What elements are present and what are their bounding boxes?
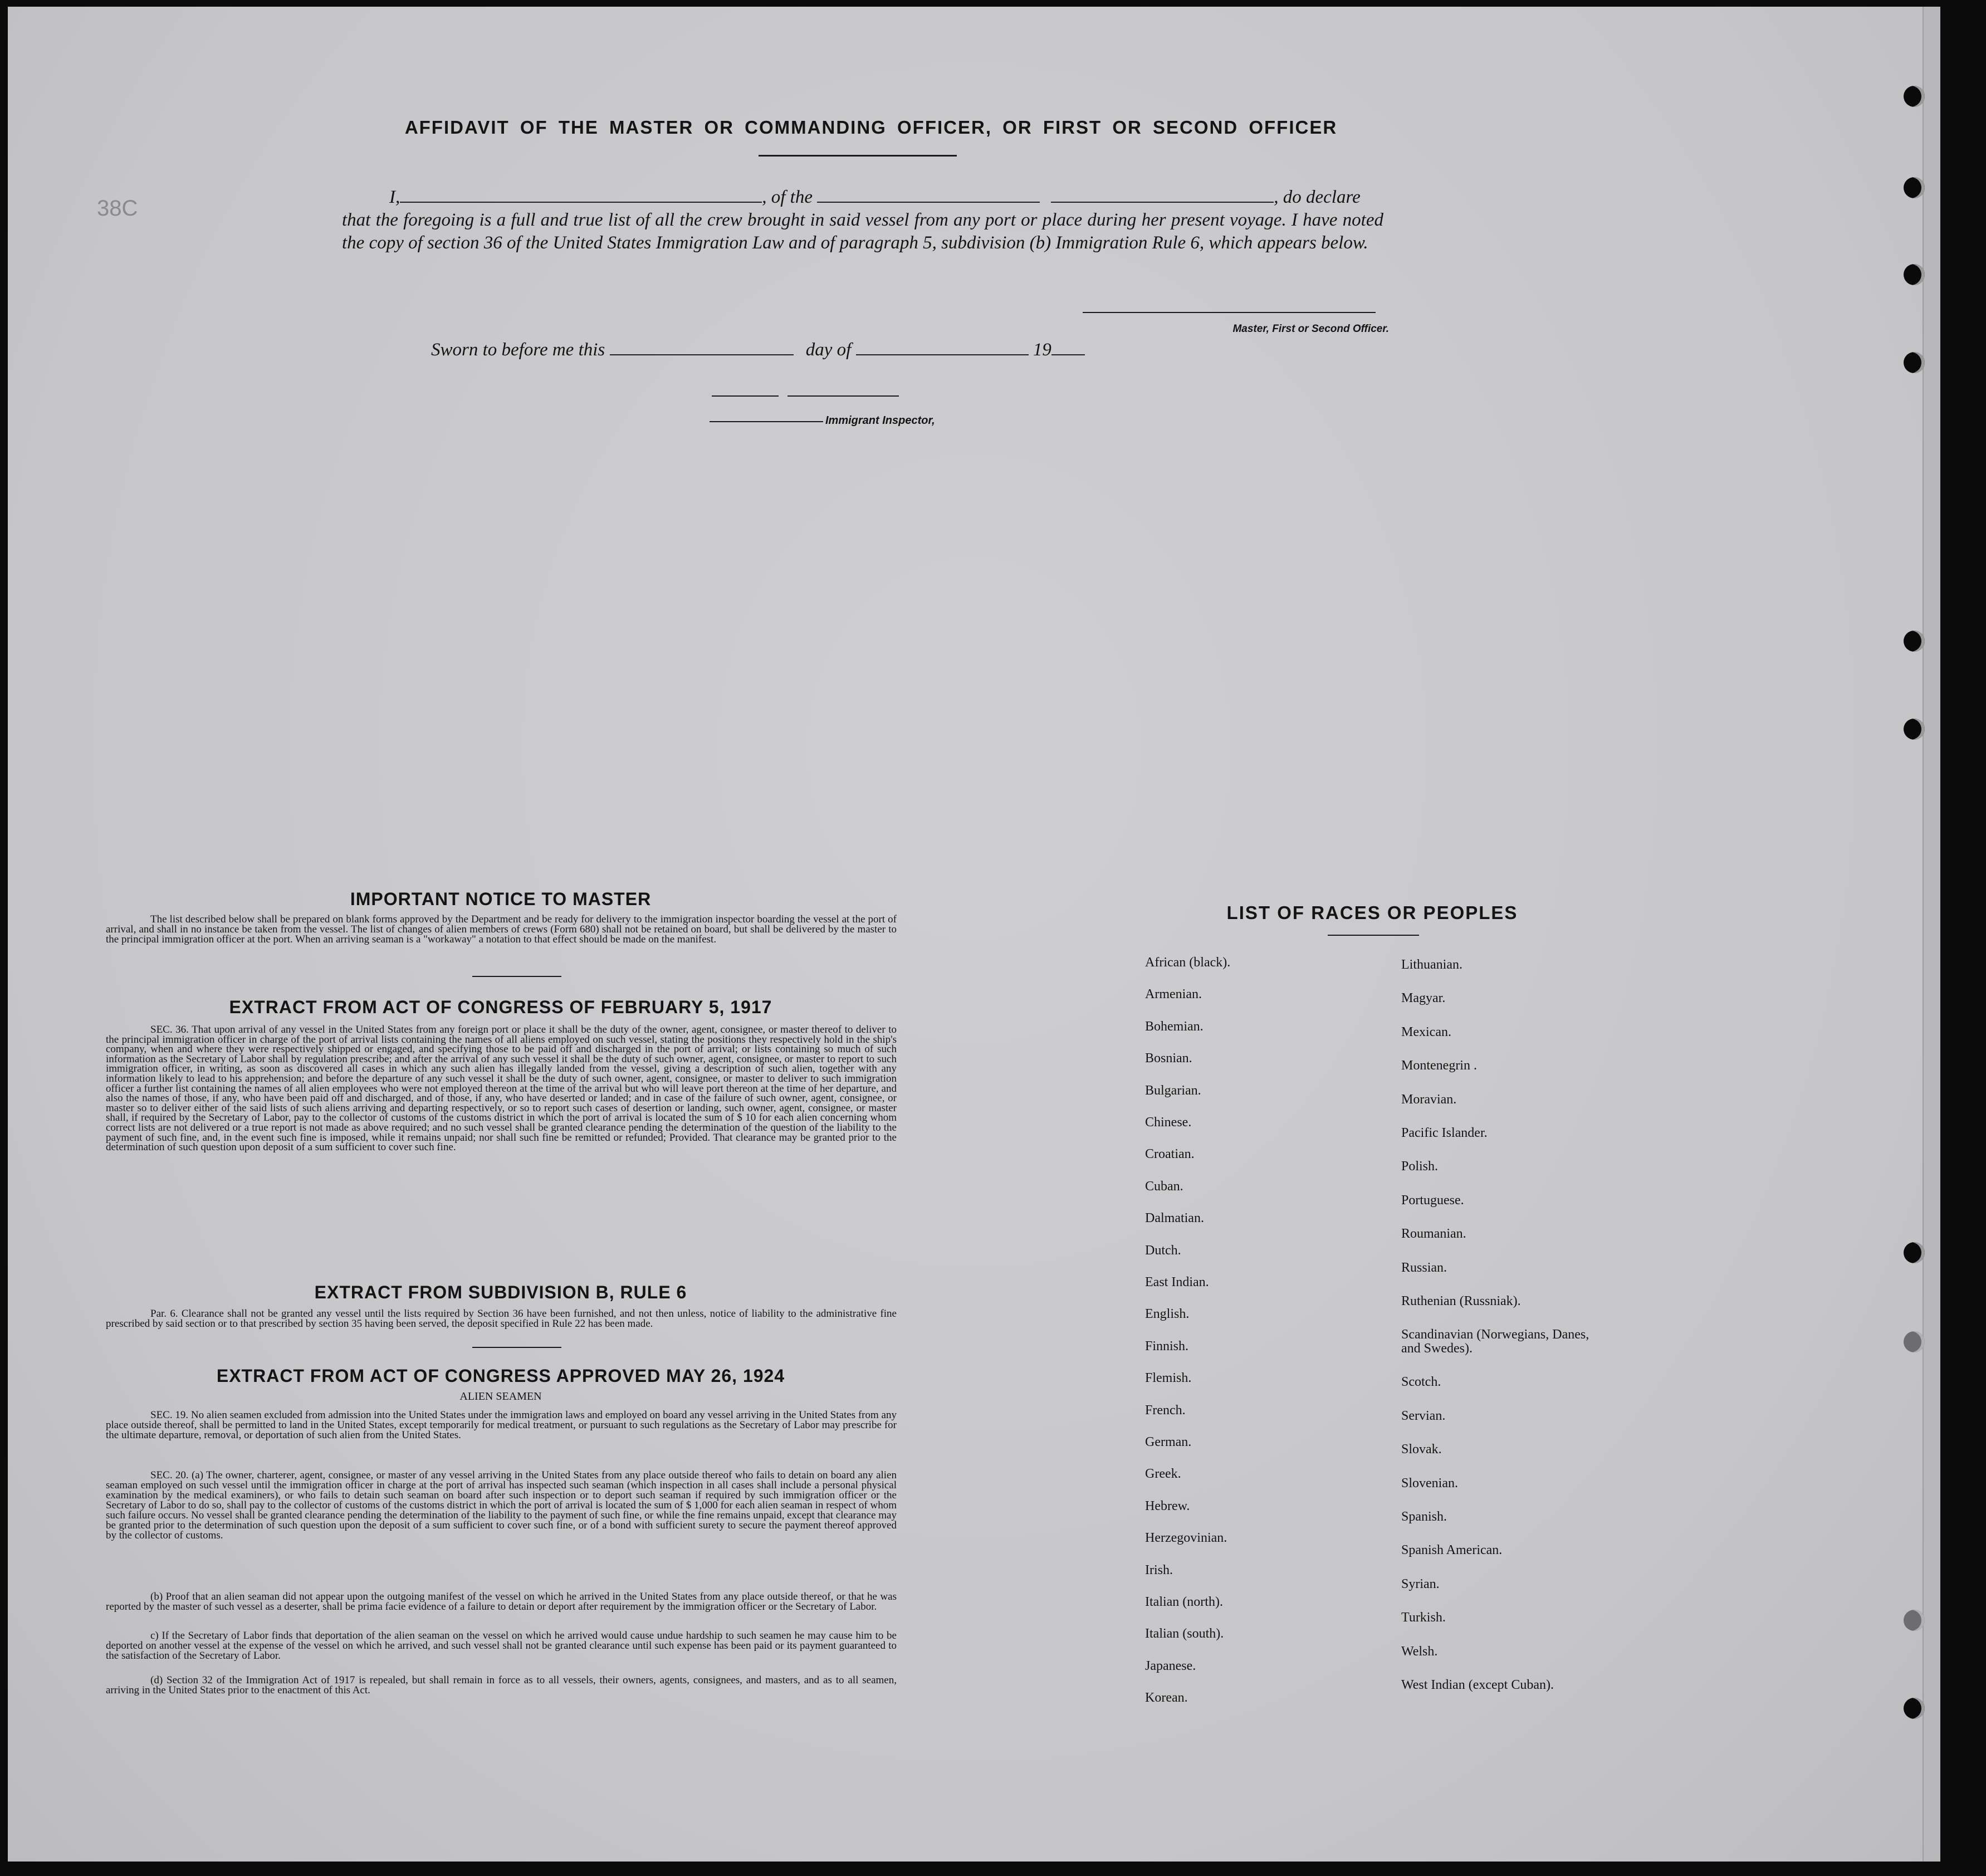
inspector-line-b xyxy=(787,395,899,397)
race-item: Bohemian. xyxy=(1145,1019,1204,1034)
extract-1917-title: EXTRACT FROM ACT OF CONGRESS OF FEBRUARY 5, 1917 xyxy=(229,997,772,1017)
inspector-line-c xyxy=(710,421,823,422)
race-item: Spanish. xyxy=(1401,1509,1447,1524)
sworn-year: 19 xyxy=(1033,340,1051,360)
sec20b-text: (b) Proof that an alien seaman did not appear upon the outgoing manifest of the vessel on which he arrived in the United States from any place outside thereof, or that he was reported by the master of such vessel as a deserter, shall be prima facie evidence of a failure to detain or deport after requirement by the immigration officer or the Secretary of Labor. xyxy=(106,1591,897,1613)
races-title: LIST OF RACES OR PEOPLES xyxy=(1226,902,1518,923)
race-item: Lithuanian. xyxy=(1401,957,1462,972)
race-item: Croatian. xyxy=(1145,1147,1195,1162)
punch-hole-icon xyxy=(1904,1610,1925,1631)
punch-hole-icon xyxy=(1904,631,1925,652)
extract-1924-title: EXTRACT FROM ACT OF CONGRESS APPROVED MAY 26, 1924 xyxy=(216,1366,785,1386)
race-item: German. xyxy=(1145,1435,1192,1449)
race-item: Turkish. xyxy=(1401,1610,1446,1625)
race-item: Armenian. xyxy=(1145,987,1202,1002)
race-item: Korean. xyxy=(1145,1691,1188,1706)
sworn-line xyxy=(431,340,1085,360)
race-item: Polish. xyxy=(1401,1159,1439,1174)
punch-hole-icon xyxy=(1904,352,1925,373)
race-item: Hebrew. xyxy=(1145,1498,1190,1513)
sec20d-text: (d) Section 32 of the Immigration Act of 1917 is repealed, but shall remain in force as to all vessels, their owners, agents, consignees, and masters, and as to all seamen, arriving in the United States prior to the enactment of this Act. xyxy=(106,1674,897,1696)
affidavit-i: I, xyxy=(389,187,400,207)
signature-label: Master, First or Second Officer. xyxy=(1232,323,1389,335)
document-page xyxy=(8,7,1940,1862)
affidavit-body xyxy=(342,186,1383,255)
punch-hole-icon xyxy=(1904,719,1925,740)
inspector-line-a xyxy=(712,395,779,397)
race-item: Mexican. xyxy=(1401,1024,1451,1039)
race-item: Scotch. xyxy=(1401,1375,1441,1390)
vessel-blank xyxy=(817,201,1040,203)
race-item: Ruthenian (Russniak). xyxy=(1401,1294,1521,1308)
notice-rule xyxy=(472,976,561,977)
sworn-prefix: Sworn to before me this xyxy=(431,340,605,360)
race-item: Japanese. xyxy=(1145,1658,1196,1673)
punch-hole-icon xyxy=(1904,1698,1925,1719)
race-item: English. xyxy=(1145,1307,1190,1322)
race-item: Flemish. xyxy=(1145,1371,1192,1386)
name-blank xyxy=(400,201,762,203)
race-item: Slovenian. xyxy=(1401,1476,1458,1491)
race-item: Italian (south). xyxy=(1145,1626,1224,1642)
extract-1924-subtitle: ALIEN SEAMEN xyxy=(459,1390,542,1403)
race-item: Syrian. xyxy=(1401,1576,1440,1591)
race-item: Spanish American. xyxy=(1401,1543,1503,1558)
extract-rule6-text: Par. 6. Clearance shall not be granted any vessel until the lists required by Section 36 have been furnished, and not then unless, notice of liability to the administrative fine prescribed by said section or to that prescribed by section 35 having been served, the deposit specified in Rule 22 has been made. xyxy=(106,1308,897,1330)
race-item: Chinese. xyxy=(1145,1115,1192,1130)
punch-hole-icon xyxy=(1904,1331,1925,1352)
race-item: Finnish. xyxy=(1145,1338,1189,1354)
sworn-year-blank xyxy=(1051,354,1085,355)
affidavit-of-the: , of the xyxy=(762,187,813,207)
sworn-day-of: day of xyxy=(805,340,852,360)
race-item: Russian. xyxy=(1401,1260,1447,1275)
sworn-day-blank xyxy=(610,354,794,355)
page-edge xyxy=(1923,7,1940,1862)
sworn-month-blank xyxy=(856,354,1029,355)
affidavit-title: AFFIDAVIT OF THE MASTER OR COMMANDING OFFICER, OR FIRST OR SECOND OFFICER xyxy=(404,117,1338,138)
race-item: Portuguese. xyxy=(1401,1193,1464,1208)
punch-hole-icon xyxy=(1904,264,1925,285)
race-item: Herzegovinian. xyxy=(1145,1531,1227,1546)
affidavit-do-declare: , do declare xyxy=(1274,187,1361,207)
race-item: Montenegrin . xyxy=(1401,1058,1477,1073)
punch-hole-icon xyxy=(1904,177,1925,198)
rule6-rule xyxy=(472,1347,561,1348)
notice-text: The list described below shall be prepared on blank forms approved by the Department and be ready for delivery to the immigration inspector boarding the vessel at the port of arrival, and shall in no instance be taken from the vessel. The list of changes of alien members of crews (Form 680) shall not be retained on board, but shall be delivered by the master to the principal immigration officer at the port. When an arriving seaman is a "workaway" a notation to that effect should be made on the manifest. xyxy=(106,913,897,945)
extract-rule6-title: EXTRACT FROM SUBDIVISION B, RULE 6 xyxy=(314,1282,687,1302)
race-item: Magyar. xyxy=(1401,991,1446,1006)
race-item: Slovak. xyxy=(1401,1442,1442,1457)
race-item: Servian. xyxy=(1401,1408,1446,1423)
race-item: Bulgarian. xyxy=(1145,1083,1201,1098)
race-item: Irish. xyxy=(1145,1562,1173,1577)
race-item: East Indian. xyxy=(1145,1275,1209,1289)
race-item: Italian (north). xyxy=(1145,1595,1223,1609)
race-item: Bosnian. xyxy=(1145,1051,1192,1066)
race-item: Dutch. xyxy=(1145,1243,1181,1258)
race-item: West Indian (except Cuban). xyxy=(1401,1678,1554,1692)
affidavit-text: that the foregoing is a full and true list of all the crew brought in said vessel from any port or place during her present voyage. I have noted the copy of section 36 of the United States Immigration Law and of paragraph 5, subdivision (b) Immigration Rule 6, which appears below. xyxy=(342,210,1383,253)
race-item: French. xyxy=(1145,1403,1186,1418)
race-item: Moravian. xyxy=(1401,1092,1457,1107)
signature-line xyxy=(1083,312,1376,313)
title-rule xyxy=(759,155,957,157)
race-item: African (black). xyxy=(1145,955,1231,970)
punch-hole-icon xyxy=(1904,1242,1925,1263)
sec19-text: SEC. 19. No alien seamen excluded from admission into the United States under the immigration laws and employed on board any vessel arriving in the United States from any place outside thereof, shall be permitted to land in the United States, except temporarily for medical treatment, or pursuant to such regulations as the Secretary of Labor may prescribe for the ultimate departure, removal, or deportation of such alien from the United States. xyxy=(106,1409,897,1441)
race-item: Roumanian. xyxy=(1401,1227,1466,1242)
race-item: Greek. xyxy=(1145,1467,1181,1482)
sec20c-text: c) If the Secretary of Labor finds that deportation of the alien seaman on the vessel on which he arrived would cause undue hardship to such seamen he may cause him to be deported on another vessel at the expense of the vessel on which he arrived, and such vessel shall not be granted clearance until such expense has been paid or its payment guaranteed to the satisfaction of the Secretary of Labor. xyxy=(106,1630,897,1662)
margin-stamp: 38C xyxy=(97,196,138,221)
extract-1917-text: SEC. 36. That upon arrival of any vessel in the United States from any foreign port or place it shall be the duty of the owner, agent, consignee, or master thereof to deliver to the principal immigration officer in charge of the port of arrival lists containing the names of all aliens employed on such vessel, stating the positions they respectively hold in the ship's company, when and where they were respectively shipped or engaged, and specifying those to be paid off and discharged in the port of arrival; or lists containing so much of such information as the Secretary of Labor shall by regulation prescribe; and after the arrival of any such vessel it shall be the duty of such owner, agent, consignee, or master to report to such immigration officer, in writing, as soon as discovered all cases in which any such alien has illegally landed from the vessel, giving a description of such alien, together with any information likely to lead to his apprehension; and before the departure of any such vessel it shall be the duty of such owner, agent, consignee, or master to deliver to such immigration officer a further list containing the names of all alien employees who were not employed thereon at the time of the arrival but who will leave port thereon at the time of her departure, and also the names of those, if any, who have been paid off and discharged, and of those, if any, who have deserted or landed; and in case of the failure of such owner, agent, consignee, or master so to deliver either of the said lists of such aliens arriving and departing respectively, or so to report such cases of desertion or landing, such owner, agent, consignee, or master shall, if required by the Secretary of Labor, pay to the collector of customs of the customs district in which the port of arrival is located the sum of $ 10 for each alien concerning whom correct lists are not delivered or a true report is not made as above required; and no such vessel shall be granted clearance pending the determination of the question of the liability to the payment of such fine, and, in the event such fine is imposed, while it remains unpaid; nor shall such fine be remitted or refunded; Provided. That clearance may be granted prior to the determination of such question upon deposit of a sum sufficient to cover such fine. xyxy=(106,1024,897,1154)
vessel-blank-2 xyxy=(1051,201,1274,203)
race-item: Welsh. xyxy=(1401,1644,1438,1659)
races-rule xyxy=(1328,935,1419,936)
notice-title: IMPORTANT NOTICE TO MASTER xyxy=(350,889,652,909)
race-item: Scandinavian (Norwegians, Danes, and Swedes). xyxy=(1401,1327,1589,1356)
race-item: Cuban. xyxy=(1145,1179,1183,1194)
punch-hole-icon xyxy=(1904,86,1925,107)
race-item: Pacific Islander. xyxy=(1401,1126,1488,1140)
race-item: Dalmatian. xyxy=(1145,1211,1204,1226)
inspector-label: Immigrant Inspector, xyxy=(825,414,935,427)
sec20a-text: SEC. 20. (a) The owner, charterer, agent, consignee, or master of any vessel arriving in the United States from any place outside thereof who fails to detain on board any alien seaman employed on such vessel until the immigration officer in charge at the port of arrival has inspected such seaman (which inspection in all cases shall include a personal physical examination by the medical examiners), or who fails to detain such seaman on board after such inspection or to deport such seaman if required by such immigration officer or the Secretary of Labor to do so, shall pay to the collector of customs of the customs district in which the port of arrival is located the sum of $ 1,000 for each alien seaman in respect of whom such failure occurs. No vessel shall be granted clearance pending the determination of the liability to the payment of such fine, or while the fine remains unpaid, except that clearance may be granted prior to the determination of such question upon the deposit of a sum sufficient to cover such fine, or of a bond with sufficient surety to secure the payment thereof approved by the collector of customs. xyxy=(106,1469,897,1541)
